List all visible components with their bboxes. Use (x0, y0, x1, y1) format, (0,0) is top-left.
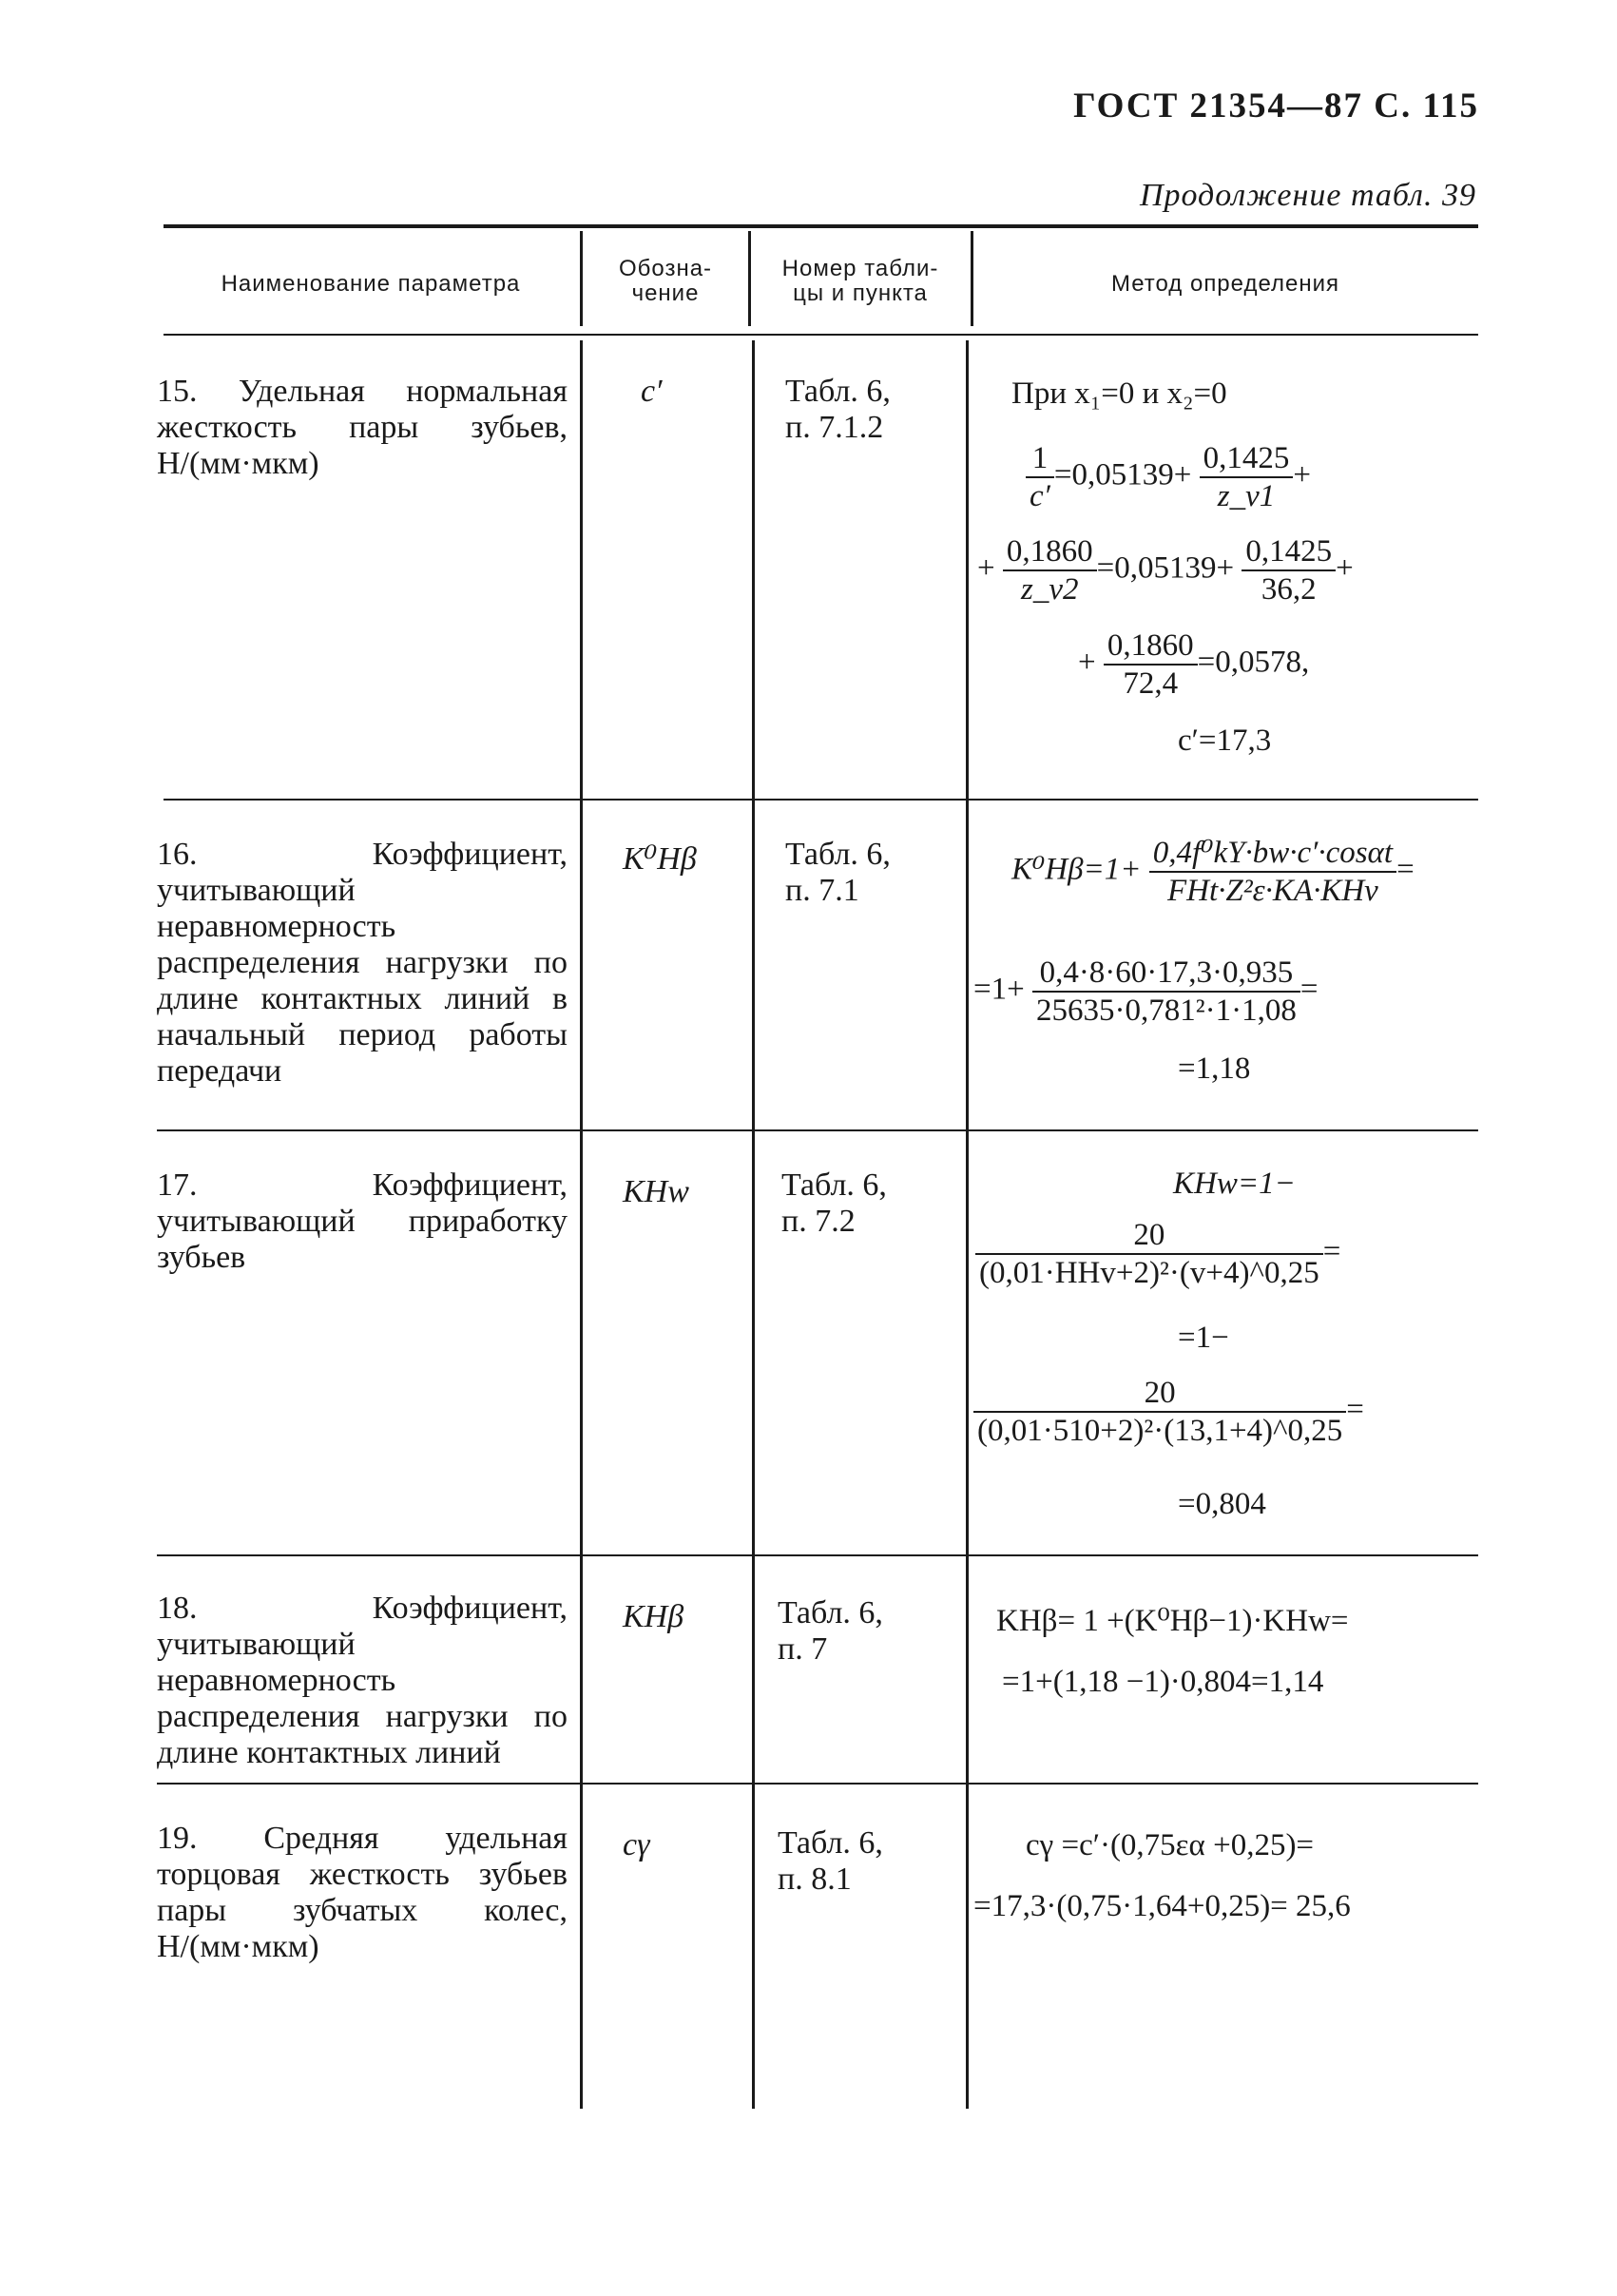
parameter-name-16: 16. Коэффициент, учитывающий неравномерность распределения нагрузки по длине контактных линий в начальный период работы передачи (157, 837, 568, 1089)
method-17 (973, 1158, 1478, 1538)
parameter-reference-18 (778, 1595, 883, 1668)
method-16-line1: K⁰Hβ=1+ $\frac{\text{0,4f⁰kY·bw·c′·cosαt}}{\text{FHt·Z²ε·KA·KHv}}$ = (1011, 836, 1415, 908)
fraction: $\frac{0,1425}{z\_v1}$ (1200, 440, 1294, 514)
parameter-symbol-18: KHβ (623, 1599, 684, 1634)
fraction: $\frac{\text{0,4f⁰kY·bw·c′·cosαt}}{\text{FHt·Z²ε·KA·KHv}}$ (1149, 835, 1396, 909)
method-15-condition: При x₁=0 и x₂=0 (1011, 376, 1227, 411)
reference-item-16: п. 7.1 (785, 873, 859, 908)
table-continuation-label: Продолжение табл. 39 (1139, 178, 1476, 213)
row-separator (157, 1129, 1478, 1131)
method-15-line3: + $\frac{0,1860}{z\_v2}$ =0,05139+ $\frac{0,1425}{36,2}$ + (977, 534, 1354, 607)
fraction: $\frac{20}{\text{(0,01·510+2)²·(13,1+4)\textasciicircum{}0,25}}$ (973, 1375, 1346, 1449)
reference-item-17: п. 7.2 (781, 1204, 856, 1239)
parameter-name-15: 15. Удельная нормальная жесткость пары зубьев, Н/(мм·мкм) (157, 374, 568, 481)
reference-item-15: п. 7.1.2 (785, 410, 884, 445)
method-19-line2: =17,3·(0,75·1,64+0,25)= 25,6 (973, 1889, 1351, 1923)
page-header: ГОСТ 21354—87 С. 115 (1073, 87, 1479, 125)
reference-table-17: Табл. 6, (781, 1167, 887, 1203)
row-separator (157, 1554, 1478, 1556)
parameter-name-19: 19. Средняя удельная торцовая жесткость зубьев пары зубчатых колес, Н/(мм·мкм) (157, 1821, 568, 1964)
column-header-symbol-line2: чение (631, 280, 700, 306)
column-header-reference-line2: цы и пункта (793, 280, 928, 306)
parameter-name-17: 17. Коэффициент, учитывающий приработку зубьев (157, 1167, 568, 1275)
reference-table-15: Табл. 6, (785, 374, 891, 409)
method-17-result: =0,804 (1178, 1487, 1266, 1521)
column-header-method: Метод определения (1110, 271, 1340, 297)
column-divider (966, 340, 969, 2109)
method-17-line1: KHw=1− (1173, 1167, 1296, 1201)
reference-item-18: п. 7 (778, 1631, 828, 1667)
column-divider (752, 340, 755, 2109)
method-16-result: =1,18 (1178, 1052, 1251, 1086)
method-17-line3: =1− (1178, 1321, 1229, 1355)
method-15-line2: $\frac{1}{c'}$ =0,05139+ $\frac{0,1425}{z\_v1}$ + (1026, 440, 1311, 514)
parameter-reference-17 (781, 1167, 887, 1240)
column-header-reference (751, 257, 970, 306)
method-16-line2: =1+ $\frac{0,4\cdot 8\cdot 60\cdot 17,3\cdot 0,935}{\text{25635·0,781²·1·1,08}}$ = (973, 955, 1319, 1028)
fraction: $\frac{1}{c'}$ (1026, 440, 1054, 514)
reference-table-16: Табл. 6, (785, 837, 891, 872)
parameter-symbol-15: c′ (641, 374, 663, 409)
method-19 (973, 1814, 1478, 1985)
reference-table-19: Табл. 6, (778, 1825, 883, 1861)
column-divider (580, 340, 583, 2109)
column-header-name: Наименование параметра (221, 271, 521, 297)
parameter-name-18: 18. Коэффициент, учитывающий неравномерность распределения нагрузки по длине контактных линий (157, 1591, 568, 1770)
parameter-symbol-19: cγ (623, 1827, 650, 1862)
parameter-symbol-17: KHw (623, 1174, 689, 1209)
method-15-result: c′=17,3 (1178, 724, 1272, 758)
method-19-line1: cγ =c′·(0,75εα +0,25)= (1026, 1828, 1315, 1862)
method-16 (973, 827, 1478, 1112)
column-header-symbol-line1: Обозна- (618, 256, 713, 281)
table-header-rule (164, 334, 1478, 336)
fraction: $\frac{20}{\text{(0,01·HHv+2)²·(v+4)\textasciicircum{}0,25}}$ (975, 1217, 1323, 1291)
parameter-reference-16 (785, 837, 891, 909)
column-header-reference-line1: Номер табли- (781, 256, 939, 281)
fraction: $\frac{0,4\cdot 8\cdot 60\cdot 17,3\cdot 0,935}{\text{25635·0,781²·1·1,08}}$ (1032, 955, 1300, 1029)
table-top-rule (164, 224, 1478, 228)
column-header-symbol (584, 257, 747, 306)
reference-item-19: п. 8.1 (778, 1862, 852, 1897)
method-18-line1: KHβ= 1 +(K⁰Hβ−1)·KHw= (996, 1604, 1349, 1638)
fraction: $\frac{0,1860}{72,4}$ (1104, 627, 1198, 702)
method-17-line2: $\frac{20}{\text{(0,01·HHv+2)²·(v+4)\textasciicircum{}0,25}}$ = (975, 1217, 1340, 1291)
method-17-line4: $\frac{20}{\text{(0,01·510+2)²·(13,1+4)\textasciicircum{}0,25}}$ = (973, 1375, 1364, 1449)
column-divider (580, 231, 583, 326)
parameter-symbol-16: K⁰Hβ (623, 841, 697, 877)
method-18 (973, 1586, 1478, 1757)
fraction: $\frac{0,1860}{z\_v2}$ (1003, 533, 1097, 608)
parameter-reference-19 (778, 1825, 883, 1898)
method-18-line2: =1+(1,18 −1)·0,804=1,14 (1002, 1665, 1324, 1699)
row-separator (164, 799, 1478, 801)
method-15 (973, 366, 1478, 765)
parameter-reference-15 (785, 374, 891, 446)
reference-table-18: Табл. 6, (778, 1595, 883, 1630)
fraction: $\frac{0,1425}{36,2}$ (1242, 533, 1336, 608)
row-separator (157, 1783, 1478, 1785)
method-15-line4: + $\frac{0,1860}{72,4}$ =0,0578, (1078, 628, 1310, 701)
